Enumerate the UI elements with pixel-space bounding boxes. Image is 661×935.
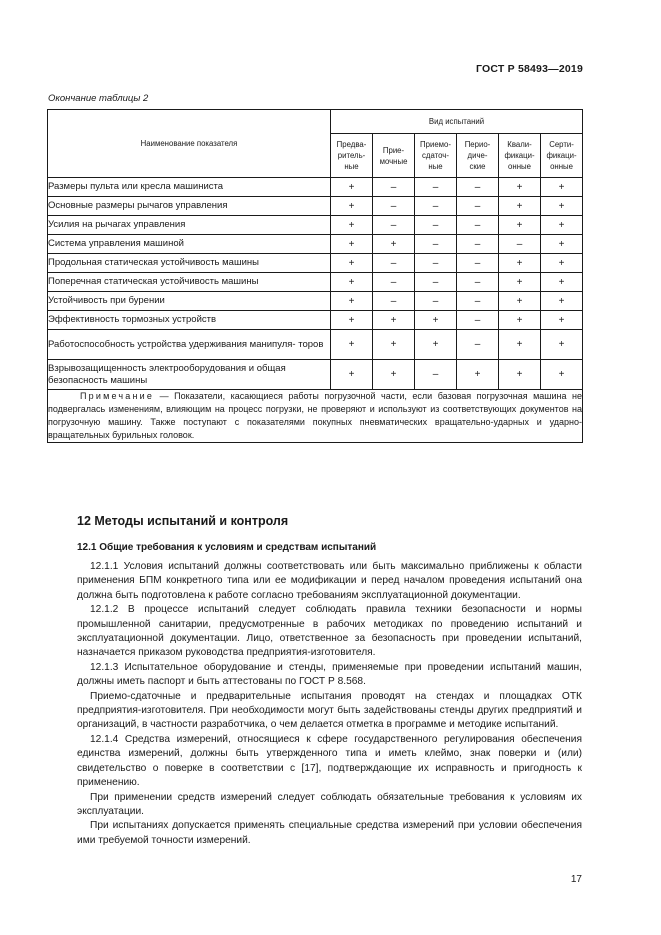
test-applicability-mark: –: [373, 197, 415, 216]
table-row: [48, 360, 583, 390]
indicator-name: Усилия на рычагах управления: [48, 216, 331, 235]
table-row: [48, 273, 583, 292]
test-applicability-mark: +: [541, 178, 583, 197]
column-header-test-type: [499, 134, 541, 178]
section-title: 12 Методы испытаний и контроля: [77, 514, 289, 528]
indicator-name: Продольная статическая устойчивость машины: [48, 254, 331, 273]
paragraph: 12.1.4 Средства измерений, относящиеся к сфере государственного регулирования обеспечения единства измерений, должны быть утвержденного типа и иметь клеймо, знак поверки и (или) свидетельство о поверке в соответствии с [17], подтверждающие их исправность и пригодность к применению.: [77, 733, 582, 789]
test-applicability-mark: +: [331, 292, 373, 311]
test-applicability-mark: –: [457, 311, 499, 330]
test-applicability-mark: +: [373, 330, 415, 360]
subsection-title: 12.1 Общие требования к условиям и средствам испытаний: [77, 542, 377, 553]
test-applicability-mark: –: [415, 360, 457, 390]
test-applicability-mark: +: [541, 197, 583, 216]
column-header-line: фикаци-: [504, 151, 535, 160]
test-applicability-mark: +: [331, 273, 373, 292]
test-applicability-mark: –: [415, 254, 457, 273]
test-applicability-mark: +: [499, 197, 541, 216]
column-header-line: онные: [508, 162, 531, 171]
column-header-line: Перио-: [464, 140, 491, 149]
indicator-name: Работоспособность устройства удерживания манипуля- торов: [48, 330, 331, 360]
column-header-line: ные: [344, 162, 359, 171]
test-applicability-mark: +: [499, 311, 541, 330]
table-row: [48, 311, 583, 330]
test-applicability-mark: +: [331, 330, 373, 360]
test-applicability-mark: –: [457, 330, 499, 360]
test-applicability-mark: +: [541, 216, 583, 235]
test-applicability-mark: +: [541, 330, 583, 360]
paragraph: 12.1.1 Условия испытаний должны соответствовать или быть максимально приближены к области применения БПМ конкретного типа или ее модификации и перед началом проведения испытаний она должна быть подготовлена к работе согласно требованиям эксплуатационной документации.: [77, 561, 582, 601]
test-applicability-mark: +: [373, 311, 415, 330]
test-applicability-mark: +: [541, 273, 583, 292]
test-applicability-mark: –: [499, 235, 541, 254]
table-row: [48, 235, 583, 254]
column-header-test-type: [541, 134, 583, 178]
column-header-name: Наименование показателя: [48, 110, 331, 178]
test-applicability-mark: –: [415, 197, 457, 216]
indicator-name: Эффективность тормозных устройств: [48, 311, 331, 330]
test-applicability-mark: –: [373, 254, 415, 273]
test-applicability-mark: +: [331, 254, 373, 273]
test-applicability-mark: +: [541, 254, 583, 273]
test-applicability-mark: –: [415, 235, 457, 254]
test-applicability-mark: +: [541, 292, 583, 311]
paragraph: 12.1.2 В процессе испытаний следует соблюдать правила техники безопасности и нормы промышленной санитарии, предусмотренные в рабочих методиках по проведению испытаний и эксплуатационной документации. Лицо, ответственное за безопасность при проведении испытаний, назначается приказом руководства предприятия-изготовителя.: [77, 604, 582, 659]
column-header-line: Приемо-: [420, 140, 451, 149]
column-header-line: ритель-: [337, 151, 366, 160]
test-applicability-mark: +: [331, 360, 373, 390]
column-header-line: ские: [469, 162, 486, 171]
test-applicability-mark: +: [499, 330, 541, 360]
test-applicability-mark: +: [541, 360, 583, 390]
column-header-line: сдаточ-: [422, 151, 449, 160]
indicator-name: Взрывозащищенность электрооборудования и общая безопасность машины: [48, 360, 331, 390]
table-caption: Окончание таблицы 2: [48, 93, 149, 104]
indicator-name: Размеры пульта или кресла машиниста: [48, 178, 331, 197]
table-row: [48, 330, 583, 360]
test-applicability-mark: +: [457, 360, 499, 390]
paragraph: При испытаниях допускается применять специальные средства измерений при условии обеспечения ими требуемой точности измерений.: [77, 820, 582, 846]
test-applicability-mark: +: [331, 216, 373, 235]
test-applicability-mark: –: [415, 292, 457, 311]
test-applicability-mark: +: [331, 178, 373, 197]
test-applicability-mark: +: [541, 311, 583, 330]
test-applicability-mark: –: [457, 197, 499, 216]
test-applicability-mark: +: [415, 330, 457, 360]
test-applicability-mark: –: [457, 216, 499, 235]
paragraph: 12.1.3 Испытательное оборудование и стенды, применяемые при проведении испытаний машин, должны иметь паспорт и быть аттестованы по ГОСТ Р 8.568.: [77, 661, 582, 688]
paragraph: Приемо-сдаточные и предварительные испытания проводят на стендах и площадках ОТК предприятия-изготовителя. При необходимости могут быть задействованы стенды других предприятий и организаций, в частности разработчика, о чем делается отметка в программе и методике испытаний.: [77, 690, 582, 731]
test-applicability-mark: +: [499, 360, 541, 390]
standard-code: ГОСТ Р 58493—2019: [475, 63, 583, 75]
test-applicability-mark: –: [373, 216, 415, 235]
test-applicability-mark: –: [457, 292, 499, 311]
table-note: [48, 390, 583, 443]
test-applicability-mark: –: [373, 273, 415, 292]
column-header-test-type: [415, 134, 457, 178]
test-applicability-mark: –: [415, 216, 457, 235]
indicator-name: Основные размеры рычагов управления: [48, 197, 331, 216]
column-header-line: онные: [550, 162, 573, 171]
paragraph: При применении средств измерений следует соблюдать обязательные требования к условиям их эксплуатации.: [77, 791, 582, 817]
column-header-test-type: [457, 134, 499, 178]
table-row: [48, 216, 583, 235]
test-applicability-mark: +: [499, 178, 541, 197]
test-applicability-mark: +: [499, 254, 541, 273]
test-applicability-mark: +: [373, 235, 415, 254]
test-applicability-mark: +: [499, 216, 541, 235]
note-label: Примечание: [80, 391, 155, 401]
test-applicability-mark: –: [457, 273, 499, 292]
test-applicability-mark: +: [415, 311, 457, 330]
test-applicability-mark: –: [457, 254, 499, 273]
table-row: [48, 197, 583, 216]
column-header-line: ные: [428, 162, 443, 171]
indicator-name: Система управления машиной: [48, 235, 331, 254]
test-applicability-mark: +: [541, 235, 583, 254]
column-header-line: фикаци-: [546, 151, 577, 160]
note-text: — Показатели, касающиеся работы погрузочной части, если базовая погрузочная машина не подвергалась изменениям, влияющим на процесс погрузки, не проверяют и используют из соответствующих документов на погрузочную машину. Также поступают с показателями покупных пневматических вращательно-ударных и ударно-вращательных бурильных головок.: [48, 391, 583, 440]
column-group-header: Вид испытаний: [331, 110, 583, 134]
test-applicability-mark: +: [499, 292, 541, 311]
column-header-line: Квали-: [507, 140, 532, 149]
test-applicability-mark: –: [457, 178, 499, 197]
test-applicability-mark: –: [457, 235, 499, 254]
indicator-name: Устойчивость при бурении: [48, 292, 331, 311]
column-header-line: Прие-: [382, 145, 405, 155]
table-row: [48, 292, 583, 311]
test-applicability-mark: +: [499, 273, 541, 292]
test-applicability-mark: –: [415, 178, 457, 197]
test-applicability-mark: +: [331, 197, 373, 216]
test-applicability-mark: –: [373, 292, 415, 311]
table-row: [48, 254, 583, 273]
test-applicability-mark: +: [331, 235, 373, 254]
table-row: [48, 178, 583, 197]
column-header-line: мочные: [379, 156, 408, 166]
test-applicability-mark: –: [373, 178, 415, 197]
test-types-table: [47, 109, 583, 443]
test-applicability-mark: +: [331, 311, 373, 330]
column-header-line: Предва-: [336, 140, 367, 149]
test-applicability-mark: +: [373, 360, 415, 390]
test-applicability-mark: –: [415, 273, 457, 292]
indicator-name: Поперечная статическая устойчивость машины: [48, 273, 331, 292]
column-header-line: диче-: [467, 151, 488, 160]
column-header-test-type: [331, 134, 373, 178]
section-body: [77, 560, 582, 848]
column-header-test-type: [373, 134, 415, 178]
page-number: 17: [570, 874, 582, 885]
column-header-line: Серти-: [549, 140, 574, 149]
